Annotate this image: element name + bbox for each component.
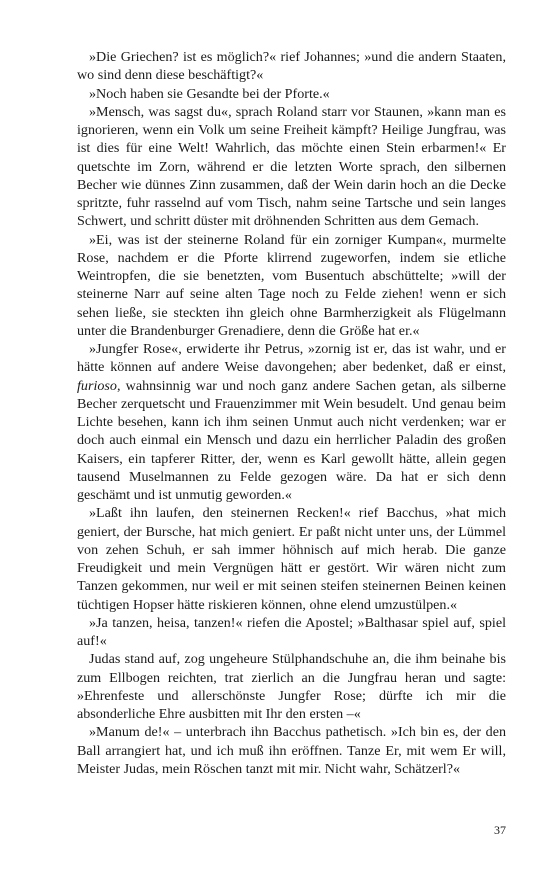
body-text bbox=[77, 48, 506, 778]
paragraph: »Die Griechen? ist es möglich?« rief Johannes; »und die andern Staaten, wo sind denn diese beschäftigt?« bbox=[77, 49, 506, 84]
paragraph: »Laßt ihn laufen, den steinernen Recken!« rief Bacchus, »hat mich geniert, der Bursche, hat mich geniert. Er paßt nicht unter uns, der Lümmel von zehen Schuh, er sah immer höhnisch auf mich herab. Die ganze Freudigkeit und mein Vergnügen hätt er gestört. Wir wären nicht zum Tanzen gekommen, nur weil er mit seinen steifen steinernen Beinen keinen tüchtigen Hopser hätte riskieren können, ohne elend umzustülpen.« bbox=[77, 505, 506, 613]
paragraph: »Ei, was ist der steinerne Roland für ein zorniger Kumpan«, murmelte Rose, nachdem er die Pforte klirrend zugeworfen, indem sie etliche Weintropfen, die sie benetzten, vom Busentuch abschüttelte; »will der steinerne Narr auf seine alten Tage noch zu Felde ziehen! wenn er sich sehen ließe, sie steckten ihn gleich ohne Barmherzigkeit als Flügelmann unter die Brandenburger Grenadiere, denn die Größe hat er.« bbox=[77, 231, 506, 339]
italic-word: furioso bbox=[77, 377, 117, 394]
paragraph: »Jungfer Rose«, erwiderte ihr Petrus, »zornig ist er, das ist wahr, und er hätte können auf andere Weise davongehen; aber bedenket, daß er einst, furioso, wahnsinnig war und noch ganz andere Sachen getan, als silberne Becher zerquetscht und Frauenzimmer mit Wein besudelt. Und genau beim Lichte besehen, kann ich ihm seinen Unmut auch nicht verdenken; war er doch auch einmal ein Mensch und dazu ein herrlicher Paladin des großen Kaisers, ein tapferer Ritter, der, wenn es Karl gewollt hätte, allein gegen tausend Muselmannen zu Felde gezogen wäre. Da hat er sich denn geschämt und ist unmutig geworden.« bbox=[77, 341, 506, 503]
paragraph: »Mensch, was sagst du«, sprach Roland starr vor Staunen, »kann man es ignorieren, wenn ein Volk um seine Freiheit kämpft? Heilige Jungfrau, was ist dies für eine Welt! Wahrlich, das möchte einen Stein erbarmen!« Er quetschte im Zorn, während er die letzten Worte sprach, den silbernen Becher wie dünnes Zinn zusammen, daß der Wein darin hoch an die Decke spritzte, fuhr rasselnd auf vom Tisch, nahm seine Tartsche und sein langes Schwert, und schritt düster mit dröhnenden Schritten aus dem Gemach. bbox=[77, 103, 506, 230]
paragraph: Judas stand auf, zog ungeheure Stülphandschuhe an, die ihm beinahe bis zum Ellbogen reichten, trat zierlich an die Jungfrau heran und sagte: »Ehrenfeste und allerschönste Jungfer Rose; dürfte ich mir die absonderliche Ehre ausbitten mit Ihr den ersten –« bbox=[77, 651, 506, 722]
paragraph: »Ja tanzen, heisa, tanzen!« riefen die Apostel; »Balthasar spiel auf, spiel auf!« bbox=[77, 614, 506, 649]
paragraph: »Noch haben sie Gesandte bei der Pforte.« bbox=[89, 85, 330, 102]
paragraph: »Manum de!« – unterbrach ihn Bacchus pathetisch. »Ich bin es, der den Ball arrangiert hat, und ich muß ihn eröffnen. Tanze Er, mit wem Er will, Meister Judas, mein Röschen tanzt mit mir. Nicht wahr, Schätzerl?« bbox=[77, 724, 506, 777]
page-number: 37 bbox=[494, 823, 506, 837]
